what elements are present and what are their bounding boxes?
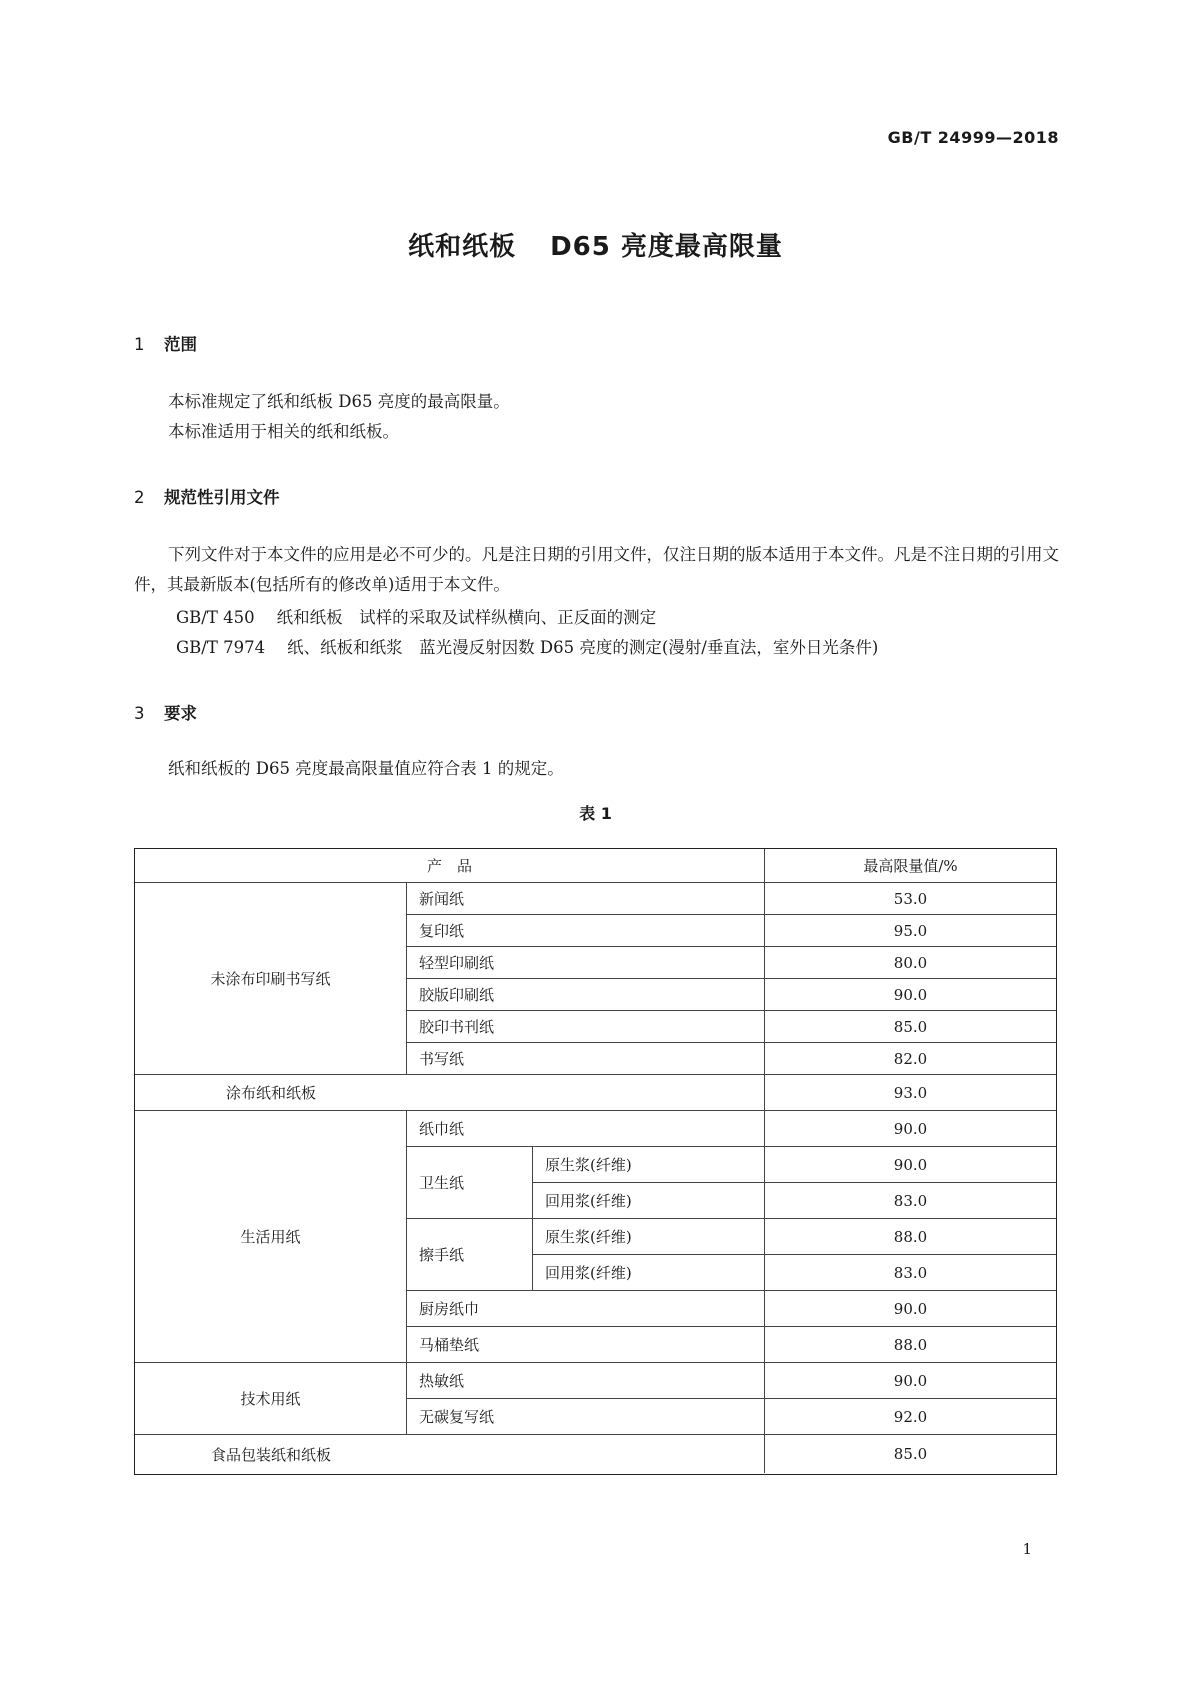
group-coated: 涂布纸和纸板 <box>135 1075 407 1111</box>
table-row-label: 无碳复写纸 <box>407 1399 765 1435</box>
table-row-value: 83.0 <box>765 1183 1056 1219</box>
table-row-value: 88.0 <box>765 1219 1056 1255</box>
table-row-label: 书写纸 <box>407 1043 765 1075</box>
table-row-label: 胶印书刊纸 <box>407 1011 765 1043</box>
title-part-1: 纸和纸板 <box>408 232 517 262</box>
brightness-limit-table <box>134 848 1057 1475</box>
section-2-heading <box>134 484 280 508</box>
section-number: 1 <box>134 335 145 354</box>
reference-code: GB/T 450 <box>176 608 255 627</box>
table-row-value: 95.0 <box>765 915 1056 947</box>
group-household: 生活用纸 <box>135 1111 407 1363</box>
table-row-value: 90.0 <box>765 1291 1056 1327</box>
normative-reference <box>176 634 878 658</box>
group-uncoated: 未涂布印刷书写纸 <box>135 883 407 1075</box>
section-title: 规范性引用文件 <box>164 488 280 507</box>
section-title: 要求 <box>164 704 197 723</box>
table-row-label: 热敏纸 <box>407 1363 765 1399</box>
table-row-label: 胶版印刷纸 <box>407 979 765 1011</box>
reference-title: 纸和纸板 试样的采取及试样纵横向、正反面的测定 <box>276 608 657 627</box>
reference-code: GB/T 7974 <box>176 638 266 657</box>
title-part-2: D65 亮度最高限量 <box>550 232 783 262</box>
paragraph: 纸和纸板的 D65 亮度最高限量值应符合表 1 的规定。 <box>168 759 564 778</box>
reference-title: 纸、纸板和纸浆 蓝光漫反射因数 D65 亮度的测定(漫射/垂直法，室外日光条件) <box>287 638 879 657</box>
table-row-label: 纸巾纸 <box>407 1111 765 1147</box>
table-row-value: 82.0 <box>765 1043 1056 1075</box>
table-row-label: 新闻纸 <box>407 883 765 915</box>
paragraph: 本标准规定了纸和纸板 D65 亮度的最高限量。 <box>168 392 510 411</box>
section-3-heading <box>134 700 197 724</box>
section-number: 2 <box>134 488 145 507</box>
table-row-value: 92.0 <box>765 1399 1056 1435</box>
table-row-value: 53.0 <box>765 883 1056 915</box>
standard-code: GB/T 24999—2018 <box>887 128 1059 147</box>
table-row-value: 85.0 <box>893 1445 928 1463</box>
table-row-value: 90.0 <box>765 979 1056 1011</box>
table-caption: 表 1 <box>579 804 612 823</box>
table-subrow-label: 回用浆(纤维) <box>533 1255 765 1291</box>
table-row-value: 90.0 <box>765 1363 1056 1399</box>
table-header-product: 产 品 <box>135 849 765 883</box>
table-row-value: 93.0 <box>765 1075 1056 1111</box>
table-subrow-label: 原生浆(纤维) <box>533 1219 765 1255</box>
table-row-value: 90.0 <box>765 1111 1056 1147</box>
empty-cell <box>407 1435 765 1473</box>
document-title <box>0 226 1191 263</box>
paragraph: 本标准适用于相关的纸和纸板。 <box>168 422 399 441</box>
table-row-value: 88.0 <box>765 1327 1056 1363</box>
table-subrow-label: 原生浆(纤维) <box>533 1147 765 1183</box>
table-row-label: 卫生纸 <box>407 1147 533 1219</box>
table-row-label: 轻型印刷纸 <box>407 947 765 979</box>
section-title: 范围 <box>164 335 197 354</box>
page-number: 1 <box>1022 1540 1032 1558</box>
paragraph: 下列文件对于本文件的应用是必不可少的。凡是注日期的引用文件，仅注日期的版本适用于本文件。凡是不注日期的引用文件，其最新版本(包括所有的修改单)适用于本文件。 <box>134 545 1059 594</box>
empty-cell <box>407 1075 765 1111</box>
table-row-value: 90.0 <box>765 1147 1056 1183</box>
table-row-label: 厨房纸巾 <box>407 1291 765 1327</box>
table-row-label: 复印纸 <box>407 915 765 947</box>
table-row-label: 擦手纸 <box>407 1219 533 1291</box>
table-row-value: 85.0 <box>765 1011 1056 1043</box>
table-row-value: 80.0 <box>765 947 1056 979</box>
group-technical: 技术用纸 <box>135 1363 407 1435</box>
table-row-value: 83.0 <box>765 1255 1056 1291</box>
section-number: 3 <box>134 704 145 723</box>
table-subrow-label: 回用浆(纤维) <box>533 1183 765 1219</box>
group-food: 食品包装纸和纸板 <box>210 1445 331 1464</box>
table-row-label: 马桶垫纸 <box>407 1327 765 1363</box>
normative-reference <box>176 604 656 628</box>
section-1-heading <box>134 331 197 355</box>
table-header-value: 最高限量值/% <box>765 849 1056 883</box>
